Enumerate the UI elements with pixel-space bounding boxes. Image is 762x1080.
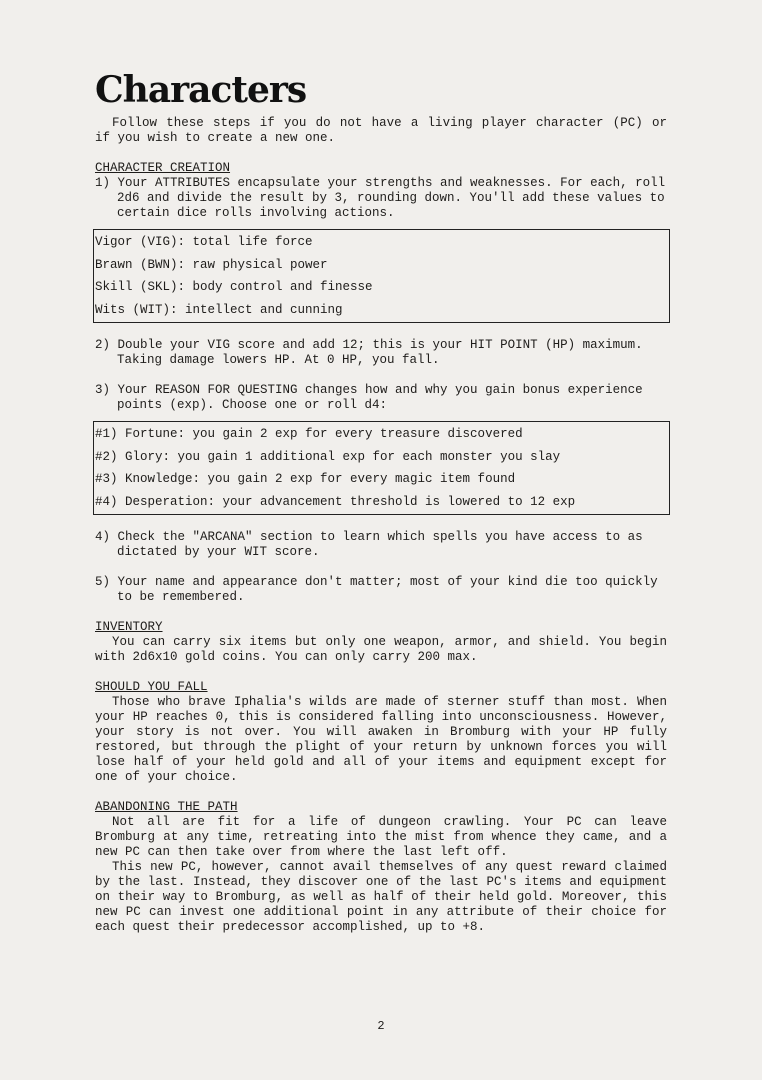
section-heading-abandoning-the-path: ABANDONING THE PATH (95, 800, 238, 814)
section-heading-inventory: INVENTORY (95, 620, 163, 634)
step-1: 1) Your ATTRIBUTES encapsulate your strengths and weaknesses. For each, roll 2d6 and divide the result by 3, rounding down. You'll add these values to certain dice rolls involving actions. (95, 176, 666, 220)
attribute-skill: Skill (SKL): body control and finesse (95, 280, 373, 294)
abandon-paragraph-2: This new PC, however, cannot avail themselves of any quest reward claimed by the last. Instead, they discover one of the last PC's items and equipment on their way to Bromburg, as well as half of their held gold. Moreover, this new PC can invest one additional point in any attribute of their choice for each quest their predecessor accomplished, up to +8. (95, 860, 667, 934)
section-heading-character-creation: CHARACTER CREATION (95, 161, 231, 175)
reason-knowledge: #3) Knowledge: you gain 2 exp for every magic item found (95, 472, 516, 486)
reasons-box (93, 421, 670, 515)
intro-paragraph: Follow these steps if you do not have a living player character (PC) or if you wish to create a new one. (95, 116, 667, 145)
abandon-paragraph-1: Not all are fit for a life of dungeon crawling. Your PC can leave Bromburg at any time, retreating into the mist from whence they came, and a new PC can then take over from where the last left off. (95, 815, 667, 859)
reason-desperation: #4) Desperation: your advancement threshold is lowered to 12 exp (95, 494, 576, 509)
inventory-paragraph: You can carry six items but only one weapon, armor, and shield. You begin with 2d6x10 gold coins. You can only carry 200 max. (95, 635, 667, 664)
reason-fortune: #1) Fortune: you gain 2 exp for every treasure discovered (95, 427, 523, 441)
section-heading-should-you-fall: SHOULD YOU FALL (95, 680, 208, 694)
page-number: 2 (377, 1019, 385, 1033)
attribute-vigor: Vigor (VIG): total life force (95, 235, 313, 249)
step-5: 5) Your name and appearance don't matter; most of your kind die too quickly to be remembered. (95, 575, 658, 604)
step-4: 4) Check the "ARCANA" section to learn which spells you have access to as dictated by your WIT score. (95, 530, 643, 559)
fall-paragraph: Those who brave Iphalia's wilds are made of sterner stuff than most. When your HP reaches 0, this is considered falling into unconsciousness. However, your story is not over. You will awaken in Bromburg with your HP fully restored, but through the plight of your return by unknown forces you will lose half of your held gold and all of your items and equipment except for one of your choice. (95, 695, 667, 784)
attribute-brawn: Brawn (BWN): raw physical power (95, 257, 328, 272)
page-body (95, 116, 667, 935)
reason-glory: #2) Glory: you gain 1 additional exp for each monster you slay (95, 449, 561, 464)
step-2: 2) Double your VIG score and add 12; this is your HIT POINT (HP) maximum. Taking damage lowers HP. At 0 HP, you fall. (95, 338, 643, 367)
attribute-wits: Wits (WIT): intellect and cunning (95, 302, 343, 317)
page-title: Characters (95, 69, 307, 111)
attributes-box (93, 229, 670, 323)
step-3: 3) Your REASON FOR QUESTING changes how and why you gain bonus experience points (exp). Choose one or roll d4: (95, 383, 643, 412)
